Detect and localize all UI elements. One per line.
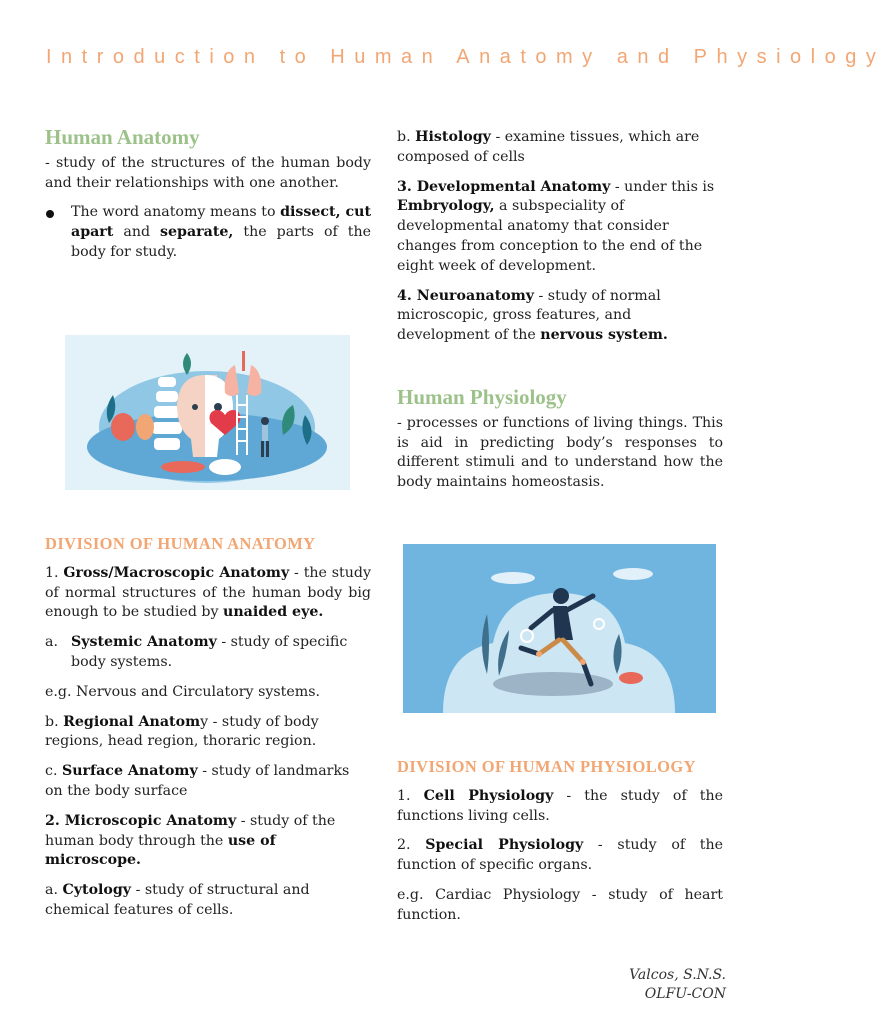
systemic-text: - study of specific body systems. — [71, 634, 348, 670]
microscopic-bold-2: use of microscope. — [45, 832, 276, 869]
physiology-section — [397, 385, 723, 493]
division-physiology — [397, 757, 723, 926]
histology-text: - examine tissues, which are composed of cells — [397, 129, 700, 165]
anatomy-definition: - study of the structures of the human body and their relationships with one another. — [45, 154, 371, 191]
surface-bold: Surface Anatomy — [61, 763, 198, 780]
gross-num: 1. — [45, 564, 64, 581]
histology-bold: Histology — [415, 129, 491, 145]
systemic-bold: Systemic Anatomy — [71, 634, 217, 651]
regional-bold: Regional Anatom — [63, 713, 201, 730]
gross-text: - the study of normal structures of the human body big enough to be studied by — [45, 564, 371, 621]
signature-line-2: OLFU-CON — [644, 986, 726, 1002]
cell-physiology-item — [397, 787, 723, 827]
right-column — [397, 128, 723, 346]
regional-num: b. — [45, 713, 64, 730]
regional-text: y - study of body regions, head region, thoraric region. — [45, 713, 319, 750]
gross-bold-2: unaided eye. — [223, 604, 324, 621]
microscopic-anatomy-item — [45, 812, 371, 871]
surface-anatomy-item — [45, 762, 371, 802]
special-text: - study of the function of specific organs. — [397, 837, 724, 874]
anatomy-heading: Human Anatomy — [45, 125, 200, 149]
cell-bold: Cell Physiology — [423, 787, 554, 804]
histology-item — [397, 128, 723, 168]
developmental-bold: 3. Developmental Anatomy — [397, 178, 611, 195]
microscopic-text: - study of the human body through the — [45, 812, 336, 849]
signature-line-1: Valcos, S.N.S. — [629, 967, 726, 983]
anatomy-bullet — [45, 203, 371, 262]
systemic-marker: a. — [45, 634, 58, 651]
systemic-anatomy-item — [45, 633, 371, 673]
anatomy-example: e.g. Nervous and Circulatory systems. — [45, 683, 320, 700]
bullet-text-2: and — [113, 224, 161, 241]
bullet-bold-2: separate, — [160, 224, 234, 241]
physiology-illustration — [403, 544, 716, 713]
microscopic-bold: 2. Microscopic Anatomy — [45, 812, 237, 829]
bullet-bold-1: dissect, cut apart — [71, 204, 371, 241]
cytology-text: - study of structural and chemical features of cells. — [45, 882, 310, 918]
division-physiology-heading: DIVISION OF HUMAN PHYSIOLOGY — [397, 757, 696, 776]
cytology-num: a. — [45, 882, 63, 899]
special-physiology-item — [397, 836, 723, 876]
developmental-text: - under this is — [610, 178, 715, 195]
left-column — [45, 125, 371, 263]
developmental-anatomy-item — [397, 178, 723, 277]
page-title: Introduction to Human Anatomy and Physiology — [46, 46, 885, 68]
physiology-heading: Human Physiology — [397, 385, 567, 409]
special-bold: Special Physiology — [425, 837, 584, 854]
bullet-text-3: the parts of the body for study. — [71, 224, 371, 260]
developmental-text-2: a subspeciality of developmental anatomy that consider changes from conception to the end of the eight week of development. — [397, 198, 703, 274]
special-num: 2. — [397, 837, 426, 854]
cytology-bold: Cytology — [62, 882, 132, 899]
cytology-item — [45, 881, 371, 921]
surface-num: c. — [45, 763, 62, 780]
physiology-example: e.g. Cardiac Physiology - study of heart function. — [397, 886, 723, 923]
gross-anatomy-item — [45, 564, 371, 623]
surface-text: - study of landmarks on the body surface — [45, 763, 350, 799]
embryology-bold: Embryology, — [397, 198, 495, 215]
division-anatomy-heading: DIVISION OF HUMAN ANATOMY — [45, 534, 316, 553]
regional-anatomy-item — [45, 713, 371, 753]
neuroanatomy-item — [397, 287, 723, 346]
signature — [629, 966, 726, 1004]
bullet-dot — [46, 210, 54, 218]
physiology-definition: - processes or functions of living things. This is aid in predicting body’s responses to different stimuli and to understand how the body maintains homeostasis. — [397, 414, 723, 491]
histology-num: b. — [397, 129, 416, 145]
neuro-bold: 4. Neuroanatomy — [397, 287, 534, 304]
anatomy-illustration — [65, 335, 350, 490]
neuro-bold-2: nervous system. — [540, 327, 668, 344]
cell-text: - the study of the functions living cells. — [397, 787, 724, 824]
bullet-text-1: The word anatomy means to — [71, 204, 281, 221]
cell-num: 1. — [397, 787, 424, 804]
division-anatomy-left — [45, 534, 371, 921]
gross-bold: Gross/Macroscopic Anatomy — [63, 564, 290, 581]
neuro-text: - study of normal microscopic, gross features, and development of the — [397, 287, 661, 344]
